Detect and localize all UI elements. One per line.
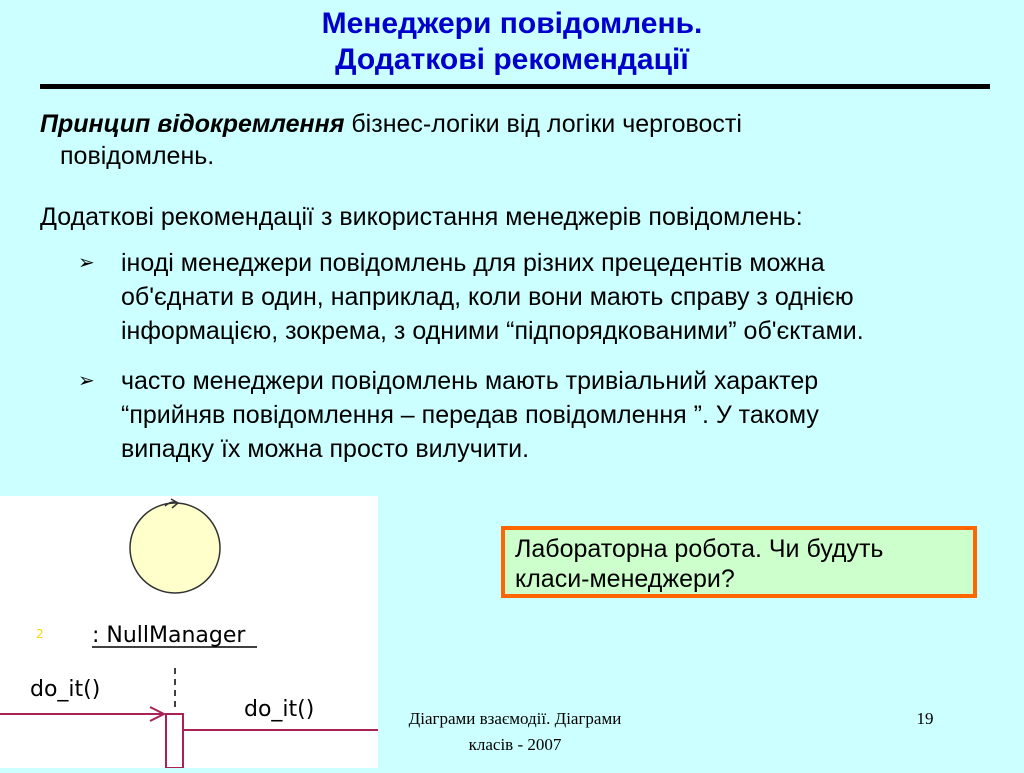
footer-line2: класів - 2007 (468, 735, 562, 754)
slide-title (0, 6, 1024, 78)
bullet-item-1-line3: інформацією, зокрема, з одними “підпорядкованими” об'єктами. (121, 317, 864, 345)
slide-footer (385, 706, 645, 758)
bullet-item-1 (78, 246, 978, 348)
bullet-item-2-line3: випадку їх можна просто вилучити. (121, 435, 530, 463)
recommendations-heading: Додаткові рекомендації з використання менеджерів повідомлень: (40, 203, 803, 231)
footer-line1: Діаграми взаємодії. Діаграми (408, 709, 622, 728)
title-divider (40, 84, 990, 89)
bullet-item-1-line1: іноді менеджери повідомлень для різних прецедентів можна (121, 249, 825, 277)
principle-text-line1: бізнес-логіки від логіки черговості (344, 110, 742, 138)
bullet-arrow-icon: ➢ (78, 370, 95, 392)
bullet-item-2 (78, 364, 978, 466)
bullet-item-2-line1: часто менеджери повідомлень мають тривіальний характер (121, 367, 819, 395)
message-out-label: do_it() (244, 697, 315, 722)
principle-text-line2: повідомлень. (60, 142, 215, 170)
bullet-item-2-line2: “прийняв повідомлення – передав повідомлення ”. У такому (121, 401, 819, 429)
bullet-arrow-icon: ➢ (78, 252, 95, 274)
principle-bold-text: Принцип відокремлення (40, 110, 345, 138)
slide-title-line2: Додаткові рекомендації (335, 43, 689, 76)
page-number: 19 (916, 709, 934, 728)
control-object-circle (130, 503, 220, 593)
lab-box-line1: Лабораторна робота. Чи будуть (515, 535, 884, 563)
sequence-diagram-svg (0, 496, 378, 768)
sequence-marker: 2 (36, 627, 44, 641)
activation-bar (166, 714, 183, 768)
principle-paragraph (40, 108, 940, 172)
slide-title-line1: Менеджери повідомлень. (321, 7, 703, 40)
lab-work-box (501, 526, 977, 598)
bullet-item-1-line2: об'єднати в один, наприклад, коли вони мають справу з однією (121, 283, 854, 311)
lab-box-line2: класи-менеджери? (515, 565, 735, 593)
sequence-diagram-image (0, 496, 378, 768)
object-label: : NullManager (92, 623, 246, 648)
message-in-label: do_it() (30, 677, 101, 702)
